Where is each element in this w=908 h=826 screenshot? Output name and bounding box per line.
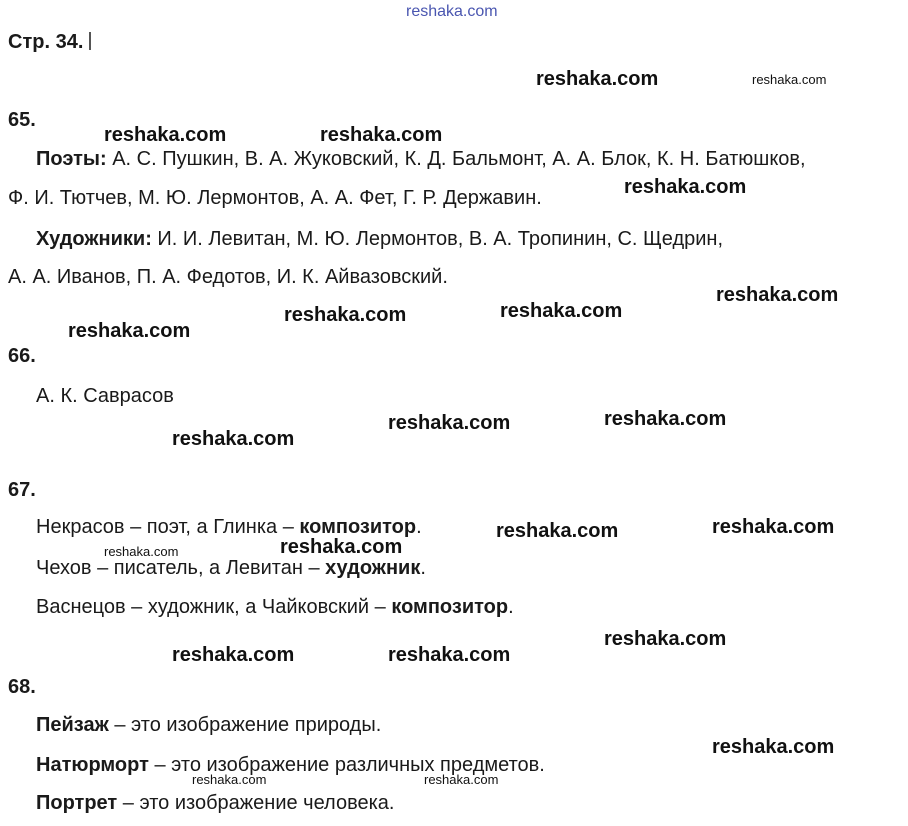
watermark: reshaka.com (424, 772, 499, 787)
artists-line-1 (36, 229, 723, 249)
watermark: reshaka.com (104, 544, 179, 559)
watermark: reshaka.com (536, 68, 659, 90)
exercise-65-number: 65. (8, 109, 36, 131)
watermark: reshaka.com (280, 536, 403, 558)
exercise-67-line-2 (36, 558, 426, 578)
watermark: reshaka.com (172, 644, 295, 666)
watermark: reshaka.com (284, 304, 407, 326)
page-label (8, 32, 91, 52)
exercise-68-line-1 (36, 715, 381, 735)
watermark: reshaka.com (500, 300, 623, 322)
watermark: reshaka.com (624, 176, 747, 198)
watermark: reshaka.com (388, 644, 511, 666)
exercise-66-number: 66. (8, 345, 36, 367)
line-text: Васнецов – художник, а Чайковский – (36, 596, 392, 618)
poets-list-1: А. С. Пушкин, В. А. Жуковский, К. Д. Бальмонт, А. А. Блок, К. Н. Батюшков, (106, 148, 806, 170)
watermark: reshaka.com (172, 428, 295, 450)
term: Пейзаж (36, 714, 109, 736)
site-watermark-top: reshaka.com (406, 3, 498, 20)
watermark: reshaka.com (712, 516, 835, 538)
line-text: Чехов – писатель, а Левитан – (36, 557, 326, 579)
watermark: reshaka.com (604, 408, 727, 430)
definition: – это изображение природы. (108, 714, 382, 736)
term: Натюрморт (36, 754, 149, 776)
artists-label: Художники: (36, 228, 152, 250)
exercise-67-line-3 (36, 597, 514, 617)
line-answer: композитор (299, 516, 417, 538)
watermark: reshaka.com (496, 520, 619, 542)
watermark: reshaka.com (320, 124, 443, 146)
watermark: reshaka.com (388, 412, 511, 434)
text-cursor (89, 32, 91, 50)
line-end: . (416, 516, 422, 538)
watermark: reshaka.com (604, 628, 727, 650)
line-answer: художник (325, 557, 421, 579)
watermark: reshaka.com (716, 284, 839, 306)
term: Портрет (36, 792, 118, 814)
artists-line-2: А. А. Иванов, П. А. Федотов, И. К. Айвазовский. (8, 266, 448, 288)
exercise-67-number: 67. (8, 479, 36, 501)
exercise-67-line-1 (36, 517, 422, 537)
watermark: reshaka.com (712, 736, 835, 758)
watermark: reshaka.com (104, 124, 227, 146)
line-end: . (420, 557, 426, 579)
watermark: reshaka.com (752, 72, 827, 87)
exercise-66-answer: А. К. Саврасов (36, 385, 174, 407)
exercise-68-line-3 (36, 793, 394, 813)
line-end: . (508, 596, 514, 618)
poets-line-2: Ф. И. Тютчев, М. Ю. Лермонтов, А. А. Фет, Г. Р. Державин. (8, 187, 542, 209)
poets-line-1 (36, 149, 806, 169)
watermark: reshaka.com (68, 320, 191, 342)
line-text: Некрасов – поэт, а Глинка – (36, 516, 300, 538)
exercise-68-number: 68. (8, 676, 36, 698)
definition: – это изображение различных предметов. (148, 754, 545, 776)
artists-list-1: И. И. Левитан, М. Ю. Лермонтов, В. А. Тропинин, С. Щедрин, (151, 228, 724, 250)
line-answer: композитор (391, 596, 509, 618)
definition: – это изображение человека. (117, 792, 395, 814)
poets-label: Поэты: (36, 148, 107, 170)
watermark: reshaka.com (192, 772, 267, 787)
page-label-text: Стр. 34. (8, 31, 84, 53)
